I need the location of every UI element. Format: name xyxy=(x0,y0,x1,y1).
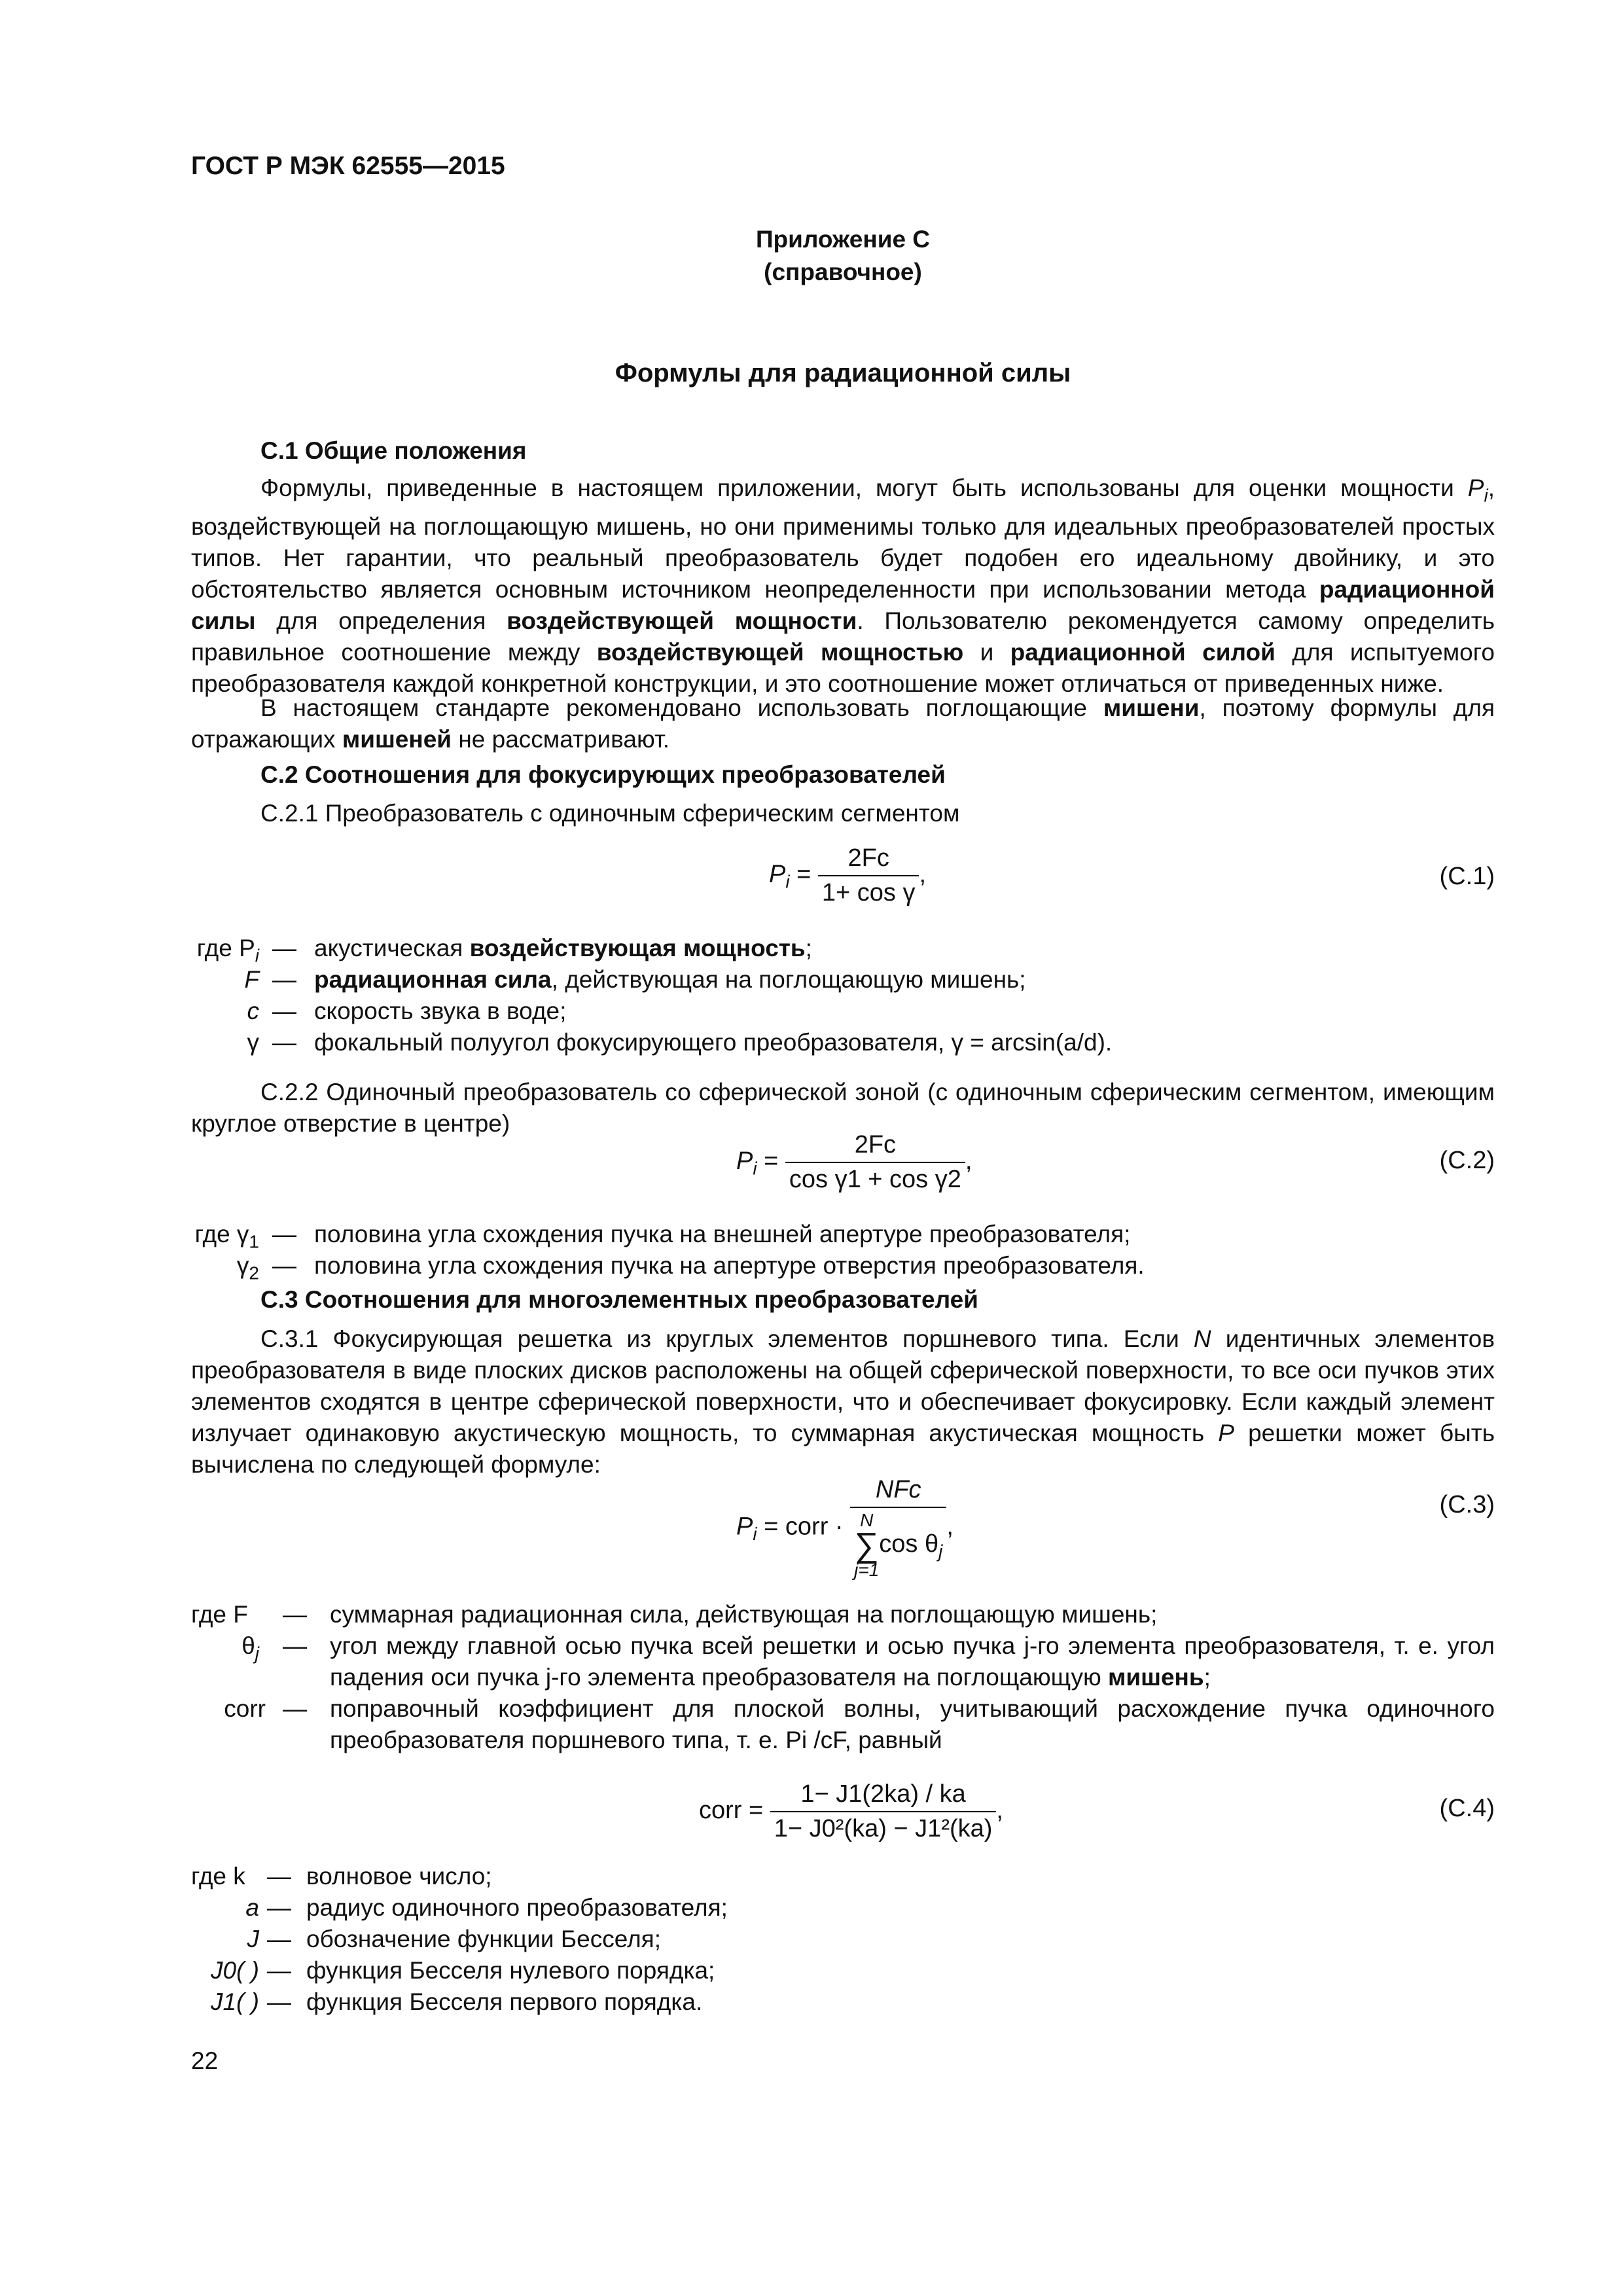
definition-row: $\theta_j$ — угол между главной осью пучка всей решетки и осью пучка j-го элемента преобразователя, т. е. угол падения оси пучка j-го элемента преобразователя на поглощающую мишень; xyxy=(241,1632,1495,1691)
definition-row: J0( ) — функция Бесселя нулевого порядка; xyxy=(211,1957,715,1984)
formula-c4-label: (С.4) xyxy=(1439,1795,1495,1822)
formula-c1: $P_i$ = $\frac{2Fc}{\text{1+ cos γ}}$ , xyxy=(769,844,927,906)
section-c3-paragraph: С.3.1 Фокусирующая решетка из круглых элементов поршневого типа. Если N идентичных элементов преобразователя в виде плоских дисков расположены на общей сферической поверхности, то все оси пучков этих элементов сходятся в центре сферической поверхности, что и обеспечивает фокусировку. Если каждый элемент излучает одинаковую акустическую мощность, то суммарная акустическая мощность P решетки может быть вычислена по следующей формуле: xyxy=(191,1325,1495,1478)
formula-c1-label: (С.1) xyxy=(1439,863,1495,890)
definitions-c3 xyxy=(191,1599,1495,1756)
formula-c3-label: (С.3) xyxy=(1439,1491,1495,1518)
definition-row: γ — фокальный полуугол фокусирующего преобразователя, γ = arcsin(a/d). xyxy=(247,1029,1113,1056)
definition-row: F — радиационная сила, действующая на поглощающую мишень; xyxy=(244,966,1026,993)
definition-row: corr — поправочный коэффициент для плоской волны, учитывающий расхождение пучка одиночного преобразователя поршневого типа, т. е. Pi /cF, равный xyxy=(224,1695,1495,1753)
formula-c3: $P_i$ = corr · NFc N ∑ j=1cos $\theta_j$ , xyxy=(736,1476,954,1580)
definition-row: $\gamma_2$ — половина угла схождения пучка на апертуре отверстия преобразователя. xyxy=(236,1252,1145,1283)
appendix-heading: Формулы для радиационной силы xyxy=(615,359,1071,387)
definitions-c4 xyxy=(191,1861,1495,2018)
appendix-title: Приложение С xyxy=(755,226,931,253)
appendix-kind: (справочное) xyxy=(764,259,922,285)
section-c1-paragraph-1: Формулы, приведенные в настоящем приложении, могут быть использованы для оценки мощности $P_i$, воздействующей на поглощающую мишень, но они применимы только для идеальных преобразователей простых типов. Нет гарантии, что реальный преобразователь будет подобен его идеальному двойнику, и это обстоятельство является основным источником неопределенности при использовании метода радиационной силы для определения воздействующей мощности. Пользователю рекомендуется самому определить правильное соотношение между воздействующей мощностью и радиационной силой для испытуемого преобразователя каждой конкретной конструкции, и это соотношение может отличаться от приведенных ниже. xyxy=(191,475,1495,698)
subsection-c21: С.2.1 Преобразователь с одиночным сферическим сегментом xyxy=(260,800,960,827)
formula-c2-label: (С.2) xyxy=(1439,1147,1495,1174)
section-c1-paragraph-2: В настоящем стандарте рекомендовано использовать поглощающие мишени, поэтому формулы для отражающих мишеней не рассматривают. xyxy=(191,694,1495,753)
section-c2-title: С.2 Соотношения для фокусирующих преобразователей xyxy=(260,761,946,788)
section-c1-title: С.1 Общие положения xyxy=(260,437,527,464)
definitions-c2 xyxy=(191,1219,1495,1282)
definition-row: где $P_i$ — акустическая воздействующая мощность; xyxy=(196,935,812,966)
subsection-c22: С.2.2 Одиночный преобразователь со сферической зоной (с одиночным сферическим сегментом, имеющим круглое отверстие в центре) xyxy=(191,1079,1495,1137)
page-number: 22 xyxy=(191,2047,219,2074)
definitions-c1 xyxy=(191,933,1495,1058)
definition-row: c — скорость звука в воде; xyxy=(247,997,567,1024)
formula-c4: corr = $\frac{1- J1(2ka) / ka}{\text{1− J0²(ka) − J1²(ka)}}$ , xyxy=(699,1780,1003,1842)
definition-row: J1( ) — функция Бесселя первого порядка. xyxy=(211,1988,703,2015)
definition-row: a — радиус одиночного преобразователя; xyxy=(245,1894,728,1921)
definition-row: где F — суммарная радиационная сила, действующая на поглощающую мишень; xyxy=(191,1601,1158,1628)
definition-row: J — обозначение функции Бесселя; xyxy=(247,1926,661,1952)
definition-row: где k — волновое число; xyxy=(191,1863,492,1890)
section-c3-title: С.3 Соотношения для многоэлементных преобразователей xyxy=(260,1286,978,1313)
formula-c2: $P_i$ = $\frac{2Fc}{\text{cos γ1 + cos γ2}}$ , xyxy=(736,1131,972,1193)
definition-row: где $\gamma_1$ — половина угла схождения пучка на внешней апертуре преобразователя; xyxy=(194,1221,1131,1252)
standard-designation: ГОСТ Р МЭК 62555—2015 xyxy=(191,152,505,180)
